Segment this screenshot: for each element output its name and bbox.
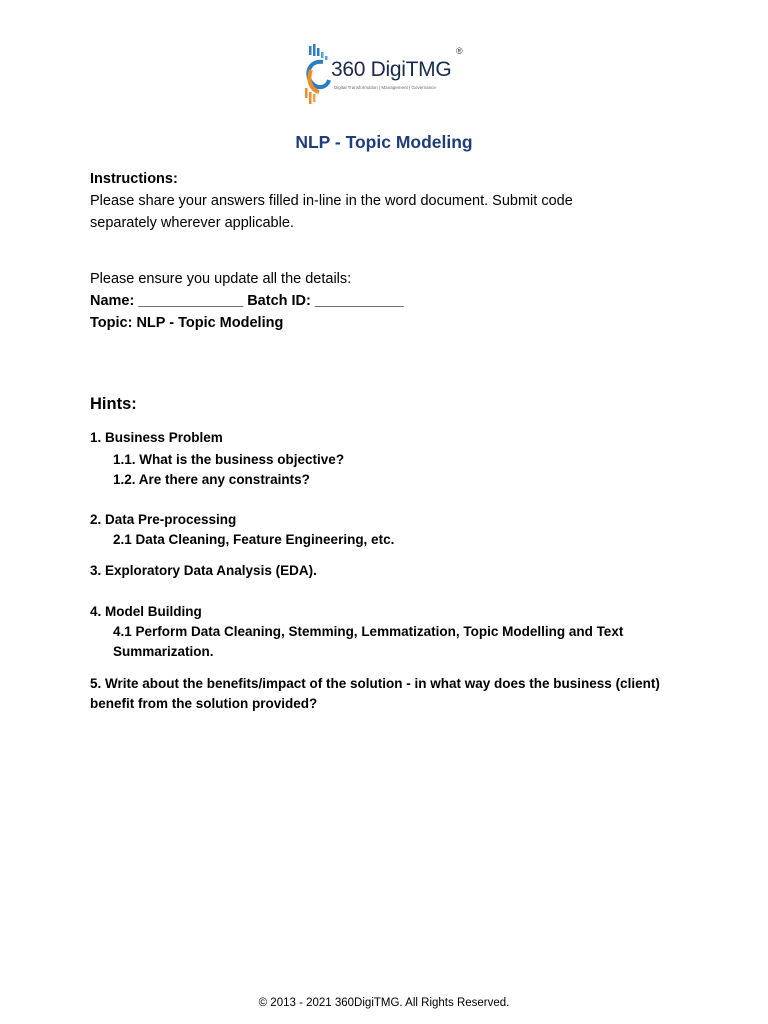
logo-mark-icon — [301, 44, 333, 108]
hints-heading: Hints: — [90, 395, 137, 413]
details-intro: Please ensure you update all the details: — [90, 271, 352, 287]
copyright-footer: © 2013 - 2021 360DigiTMG. All Rights Reserved. — [258, 997, 510, 1009]
name-batch-line: Name: _____________ Batch ID: ___________ — [90, 293, 404, 309]
hint-item-1-2: 1.2. Are there any constraints? — [113, 472, 310, 487]
instructions-heading: Instructions: — [90, 171, 178, 187]
instructions-line-1: Please share your answers filled in-line in the word document. Submit code — [90, 193, 573, 209]
company-logo — [301, 44, 471, 108]
instructions-line-2: separately wherever applicable. — [90, 215, 294, 231]
hint-item-5-line-1: 5. Write about the benefits/impact of the solution - in what way does the business (client) — [90, 676, 660, 691]
hint-item-1-1: 1.1. What is the business objective? — [113, 452, 345, 467]
hint-item-4-1-line-1: 4.1 Perform Data Cleaning, Stemming, Lemmatization, Topic Modelling and Text — [113, 624, 624, 639]
hint-item-2: 2. Data Pre-processing — [90, 512, 237, 527]
hint-item-2-1: 2.1 Data Cleaning, Feature Engineering, etc. — [113, 532, 395, 547]
hint-item-4-1-line-2: Summarization. — [113, 644, 214, 659]
topic-line: Topic: NLP - Topic Modeling — [90, 315, 284, 331]
logo-tagline: Digital Transformation | Management | Governance — [334, 85, 436, 90]
hint-item-4: 4. Model Building — [90, 604, 202, 619]
logo-name: 360 DigiTMG — [331, 58, 452, 81]
hint-item-1: 1. Business Problem — [90, 430, 223, 445]
hint-item-3: 3. Exploratory Data Analysis (EDA). — [90, 563, 317, 578]
registered-mark: ® — [456, 46, 463, 56]
hint-item-5-line-2: benefit from the solution provided? — [90, 696, 318, 711]
document-title: NLP - Topic Modeling — [295, 132, 473, 152]
